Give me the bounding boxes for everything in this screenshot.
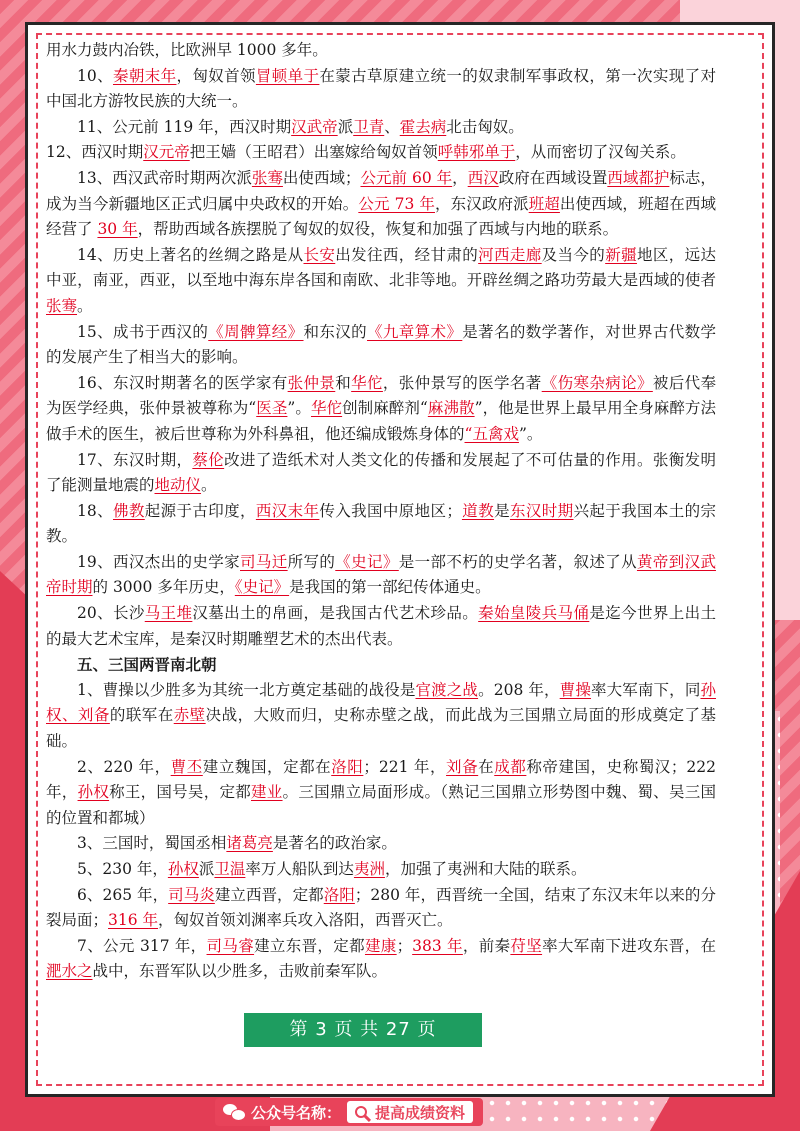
text-segment: 及当今的 [541, 245, 606, 264]
keyword-answer: 司马迁 [240, 552, 288, 571]
paragraph [46, 678, 716, 755]
text-segment: ，前秦 [462, 936, 511, 955]
section-heading [46, 652, 716, 678]
keyword-answer: 河西走廊 [478, 245, 542, 264]
keyword-answer: 冒顿单于 [255, 66, 320, 85]
paragraph [46, 64, 716, 115]
keyword-answer: 建康 [364, 936, 397, 955]
keyword-answer: 地动仪 [154, 476, 202, 495]
text-segment: ”。 [518, 424, 543, 443]
page-number-badge: 第 3 页 共 27 页 [244, 1013, 482, 1047]
keyword-answer: 东汉时期 [509, 501, 574, 520]
paragraph [46, 550, 716, 601]
keyword-answer: 麻沸散 [427, 399, 475, 418]
text-segment: 的联军在 [109, 706, 174, 725]
keyword-answer: 医圣 [256, 399, 288, 418]
text-segment: ，帮助西域各族摆脱了匈奴的奴役，恢复和加强了西域与内地的联系。 [137, 220, 619, 239]
keyword-answer: 汉武帝 [291, 117, 338, 136]
text-segment: 派 [337, 117, 354, 136]
text-segment: ；280 年，西晋统一全国，结束了东汉末年以来的分裂局面； [46, 885, 716, 930]
text-segment: 建立西晋，定都 [214, 885, 324, 904]
text-segment: 是迄今世界上出土的最大艺术宝库，是秦汉时期雕塑艺术的杰出代表。 [46, 604, 716, 648]
keyword-answer: 淝水之 [46, 962, 93, 981]
keyword-answer: 383 年 [412, 936, 463, 955]
keyword-answer: 夷洲 [353, 860, 385, 878]
text-segment: 和 [335, 373, 352, 392]
text-segment: 是我国的第一部纪传体通史。 [289, 578, 491, 597]
text-segment: ，从而密切了汉匈关系。 [515, 143, 686, 162]
keyword-answer: 建业 [251, 783, 283, 802]
text-segment: 所写的 [287, 552, 336, 571]
text-segment: 。 [201, 476, 217, 495]
keyword-answer: 《九章算术》 [367, 322, 463, 341]
keyword-answer: 卫青 [353, 117, 385, 136]
footer-banner [215, 1098, 483, 1126]
keyword-answer: 孙权、刘备 [46, 680, 716, 725]
text-segment: ， [452, 168, 468, 187]
text-segment: ； [396, 936, 413, 955]
text-segment: 建立魏国，定都在 [202, 757, 332, 776]
text-segment: ；221 年， [363, 757, 447, 776]
text-segment: 是一部不朽的史学名著，叙述了从 [398, 552, 637, 571]
text-segment: 率大军南下进攻东晋，在 [542, 936, 716, 955]
keyword-answer: 《伤寒杂病论》 [541, 373, 653, 392]
text-segment: 、 [384, 117, 400, 136]
text-segment: 称王，国号吴，定都 [109, 783, 251, 802]
text-segment: 3、三国时，蜀国丞相 [77, 834, 227, 853]
text-segment: 出使西域； [282, 168, 361, 187]
keyword-answer: 霍去病 [399, 117, 447, 136]
paragraph [46, 934, 716, 985]
keyword-answer: 苻坚 [510, 936, 543, 955]
text-segment: 汉墓出土的帛画，是我国古代艺术珍品。 [192, 604, 479, 623]
keyword-answer: 马王堆 [144, 604, 193, 623]
text-segment: 20、长沙 [77, 604, 145, 623]
text-segment: 标志，成为当今新疆地区正式归属中央政权的开始。 [46, 168, 716, 213]
document-body [46, 38, 716, 985]
keyword-answer: 诸葛亮 [226, 834, 273, 853]
keyword-answer: 呼韩邪单于 [437, 143, 516, 162]
text-segment: 11、公元前 119 年，西汉时期 [77, 117, 292, 136]
text-segment: 五、三国两晋南北朝 [77, 655, 217, 675]
text-segment: 北击匈奴。 [446, 117, 524, 136]
text-segment: 是 [494, 501, 510, 520]
text-segment: 和东汉的 [303, 322, 368, 341]
account-name: 提高成绩资料 [375, 1103, 466, 1122]
keyword-answer: 公元前 60 年 [360, 168, 453, 187]
text-segment: 15、成书于西汉的 [77, 322, 209, 341]
text-segment: 被后代奉为医学经典，张仲景被尊称为“ [46, 373, 716, 418]
paragraph [46, 371, 716, 448]
text-segment: 用水力鼓内冶铁，比欧洲早 1000 多年。 [46, 41, 328, 59]
text-segment: 派 [198, 860, 215, 878]
text-segment: ，匈奴首领刘渊率兵攻入洛阳，西晋灭亡。 [158, 911, 453, 930]
text-segment: 5、230 年， [77, 860, 168, 878]
paragraph [46, 857, 716, 883]
text-segment: 是著名的数学著作，对世界古代数学的发展产生了相当大的影响。 [46, 322, 716, 367]
text-segment: 兴起于我国本土的宗教。 [46, 501, 716, 546]
text-segment: 地区，远达中亚，南亚，西亚，以至地中海东岸各国和南欧、北非等地。开辟丝绸之路功劳最大是西域的使者 [46, 245, 716, 290]
text-segment: 7、公元 317 年， [77, 936, 207, 955]
text-segment: 12、西汉时期 [46, 143, 144, 162]
wechat-icon [223, 1103, 245, 1121]
keyword-answer: 汉元帝 [143, 143, 190, 162]
keyword-answer: 316 年 [108, 911, 159, 930]
text-segment: 建立东晋，定都 [254, 936, 365, 955]
keyword-answer: 孙权 [167, 860, 199, 878]
text-segment: 。三国鼎立局面形成。（熟记三国鼎立形势图中魏、蜀、吴三国的位置和都城） [46, 783, 716, 827]
text-segment: 6、265 年， [77, 885, 169, 904]
keyword-answer: 西汉 [467, 168, 499, 187]
text-segment: ，张仲景写的医学名著 [382, 373, 542, 392]
keyword-answer: 官渡之战 [415, 680, 479, 699]
text-segment: 在蒙古草原建立统一的奴隶制军事政权，第一次实现了对中国北方游牧民族的大统一。 [46, 66, 716, 111]
keyword-answer: 西域都护 [607, 168, 670, 187]
text-segment: 在 [478, 757, 495, 776]
paragraph [46, 166, 716, 243]
paragraph [46, 499, 716, 550]
keyword-answer: 司马睿 [206, 936, 255, 955]
text-segment: ”，他是世界上最早用全身麻醉方法做手术的医生，被后世尊称为外科鼻祖，他还编成锻炼身体的 [46, 399, 716, 443]
keyword-answer: 洛阳 [331, 757, 364, 776]
paragraph [46, 115, 716, 141]
keyword-answer: “五禽戏 [464, 424, 519, 443]
keyword-answer: 张骞 [251, 168, 283, 187]
keyword-answer: 《周髀算经》 [208, 322, 304, 341]
text-segment: 出发往西，经甘肃的 [335, 245, 479, 264]
keyword-answer: 公元 73 年 [358, 194, 435, 213]
text-segment: 16、东汉时期著名的医学家有 [77, 373, 288, 392]
paragraph [46, 831, 716, 857]
paragraph [46, 601, 716, 652]
paragraph [46, 448, 716, 499]
keyword-answer: 张仲景 [287, 373, 336, 392]
text-segment: 起源于古印度， [144, 501, 256, 520]
keyword-answer: 秦始皇陵兵马俑 [478, 604, 590, 623]
text-segment: 改进了造纸术对人类文化的传播和发展起了不可估量的作用。张衡发明了能测量地震的 [46, 450, 716, 495]
keyword-answer: 刘备 [446, 757, 479, 776]
text-segment: 13、西汉武帝时期两次派 [77, 168, 252, 187]
keyword-answer: 西汉末年 [255, 501, 320, 520]
text-segment: 1、曹操以少胜多为其统一北方奠定基础的战役是 [77, 680, 416, 699]
account-search-box[interactable] [347, 1101, 473, 1123]
keyword-answer: 曹丕 [170, 757, 203, 776]
text-segment: 。208 年， [478, 680, 560, 699]
search-icon [355, 1106, 367, 1118]
text-segment: 决战，大败而归，史称赤壁之战，而此战为三国鼎立局面的形成奠定了基础。 [46, 706, 716, 751]
keyword-answer: 赤壁 [173, 706, 206, 725]
paragraph [46, 320, 716, 371]
keyword-answer: 30 年 [97, 220, 138, 239]
keyword-answer: 班超 [528, 194, 560, 213]
keyword-answer: 道教 [461, 501, 495, 520]
text-segment: 。 [77, 296, 93, 315]
text-segment: 政府在西域设置 [498, 168, 608, 187]
text-segment: ，加强了夷洲和大陆的联系。 [384, 860, 587, 878]
keyword-answer: 洛阳 [323, 885, 355, 904]
paragraph [46, 243, 716, 320]
keyword-answer: 张骞 [46, 296, 78, 315]
keyword-answer: 司马炎 [168, 885, 215, 904]
keyword-answer: 华佗 [310, 399, 343, 418]
text-segment: ”。 [287, 399, 311, 418]
keyword-answer: 成都 [494, 757, 527, 776]
text-segment: 率万人船队到达 [245, 860, 354, 878]
text-segment: 17、东汉时期， [77, 450, 193, 469]
text-segment: 的 3000 多年历史， [92, 578, 235, 597]
keyword-answer: 新疆 [605, 245, 637, 264]
text-segment: 战中，东晋军队以少胜多，击败前秦军队。 [92, 962, 388, 981]
text-segment: 是著名的政治家。 [272, 834, 397, 853]
text-segment: 18、 [77, 501, 113, 520]
paragraph [46, 38, 716, 64]
text-segment: ，东汉政府派 [434, 194, 529, 213]
keyword-answer: 曹操 [559, 680, 591, 699]
text-segment: 创制麻醉剂“ [342, 399, 428, 418]
text-segment: ，匈奴首领 [176, 66, 256, 85]
keyword-answer: 佛教 [112, 501, 145, 520]
paragraph [46, 755, 716, 832]
text-segment: 出使西域，班超在西域经营了 [46, 194, 716, 239]
text-segment: 称帝建国，史称蜀汉；222 年， [46, 757, 716, 802]
keyword-answer: 《史记》 [335, 552, 399, 571]
keyword-answer: 蔡伦 [192, 450, 225, 469]
keyword-answer: 《史记》 [234, 578, 290, 597]
text-segment: 10、 [77, 66, 113, 85]
footer-label: 公众号名称： [251, 1103, 342, 1122]
text-segment: 传入我国中原地区； [319, 501, 462, 520]
paragraph [46, 140, 716, 166]
keyword-answer: 黄帝到汉武帝时期 [46, 552, 716, 597]
keyword-answer: 孙权 [77, 783, 110, 802]
text-segment: 把王嫱（王昭君）出塞嫁给匈奴首领 [189, 143, 438, 162]
text-segment: 19、西汉杰出的史学家 [77, 552, 240, 571]
keyword-answer: 华佗 [351, 373, 383, 392]
keyword-answer: 长安 [303, 245, 336, 264]
text-segment: 2、220 年， [77, 757, 171, 776]
text-segment: 14、历史上著名的丝绸之路是从 [77, 245, 304, 264]
keyword-answer: 卫温 [214, 860, 246, 878]
text-segment: 率大军南下，同 [590, 680, 701, 699]
keyword-answer: 秦朝末年 [112, 66, 177, 85]
paragraph [46, 883, 716, 934]
